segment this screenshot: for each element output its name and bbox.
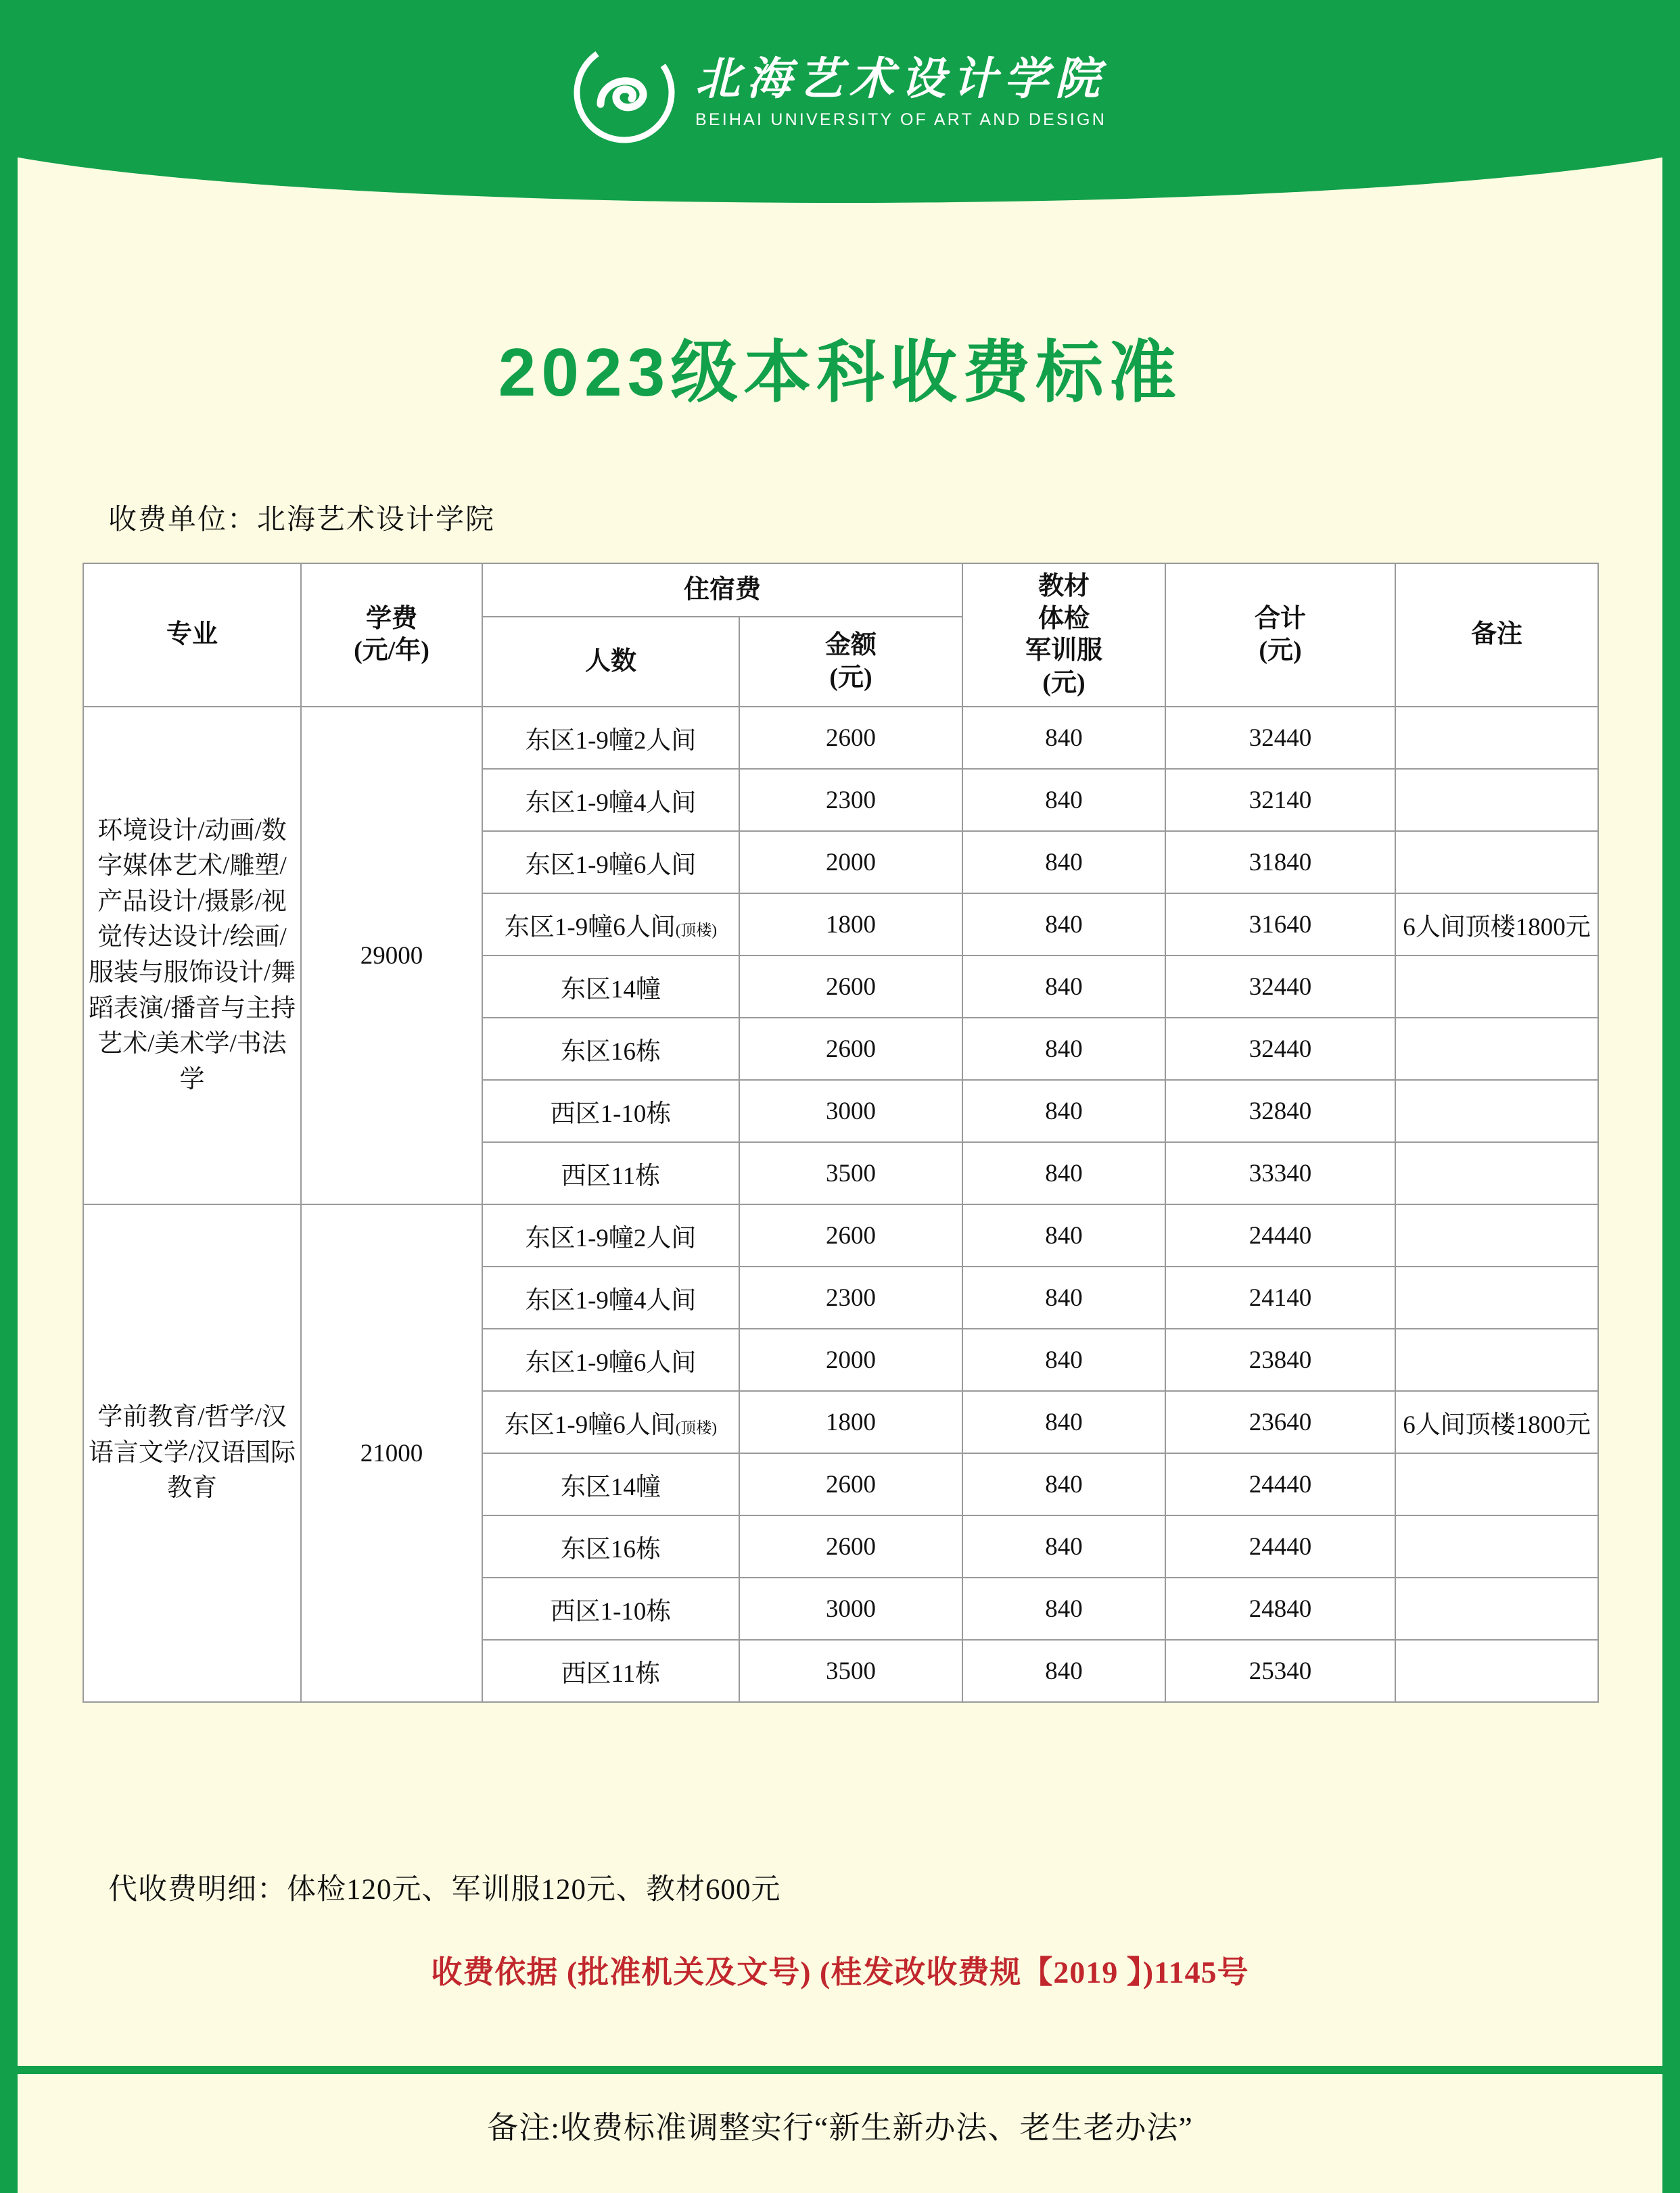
cell-dorm-type — [482, 707, 739, 769]
cell-total: 32440 — [1165, 956, 1395, 1018]
cell-remark — [1395, 1640, 1598, 1702]
cell-dorm-type — [482, 1578, 739, 1640]
fees-table-card — [83, 563, 1597, 1703]
cell-total: 32140 — [1165, 769, 1395, 831]
cell-dorm-amount: 2300 — [739, 769, 962, 831]
cell-total: 32840 — [1165, 1080, 1395, 1142]
cell-total: 24440 — [1165, 1204, 1395, 1267]
th-extra-line3: 军训服 — [1025, 636, 1103, 665]
cell-dorm-amount: 3500 — [739, 1142, 962, 1204]
brand-name-en: BEIHAI UNIVERSITY OF ART AND DESIGN — [695, 110, 1106, 129]
cell-remark — [1395, 769, 1598, 831]
cell-dorm-type — [482, 1080, 739, 1142]
cell-dorm-amount: 2600 — [739, 1453, 962, 1515]
page-title: 2023级本科收费标准 — [498, 335, 1182, 410]
cell-remark — [1395, 1515, 1598, 1578]
cell-dorm-amount: 2000 — [739, 1329, 962, 1391]
footer-note: 备注:收费标准调整实行“新生新办法、老生老办法” — [487, 2111, 1193, 2145]
cell-total: 31840 — [1165, 831, 1395, 893]
cell-dorm-amount: 3500 — [739, 1640, 962, 1702]
th-tuition-line2: (元/年) — [354, 636, 429, 665]
th-amount-line1: 金额 — [825, 631, 877, 659]
th-amount — [739, 617, 962, 707]
cell-extra-fees: 840 — [962, 1391, 1165, 1453]
cell-remark — [1395, 707, 1598, 769]
dorm-type-main: 西区11栋 — [561, 1162, 661, 1190]
th-total — [1165, 563, 1395, 707]
cell-dorm-type — [482, 956, 739, 1018]
cell-extra-fees: 840 — [962, 769, 1165, 831]
dorm-type-main: 西区11栋 — [561, 1660, 661, 1688]
cell-extra-fees: 840 — [962, 1453, 1165, 1515]
cell-extra-fees: 840 — [962, 1080, 1165, 1142]
th-total-line1: 合计 — [1255, 604, 1307, 633]
cell-dorm-amount: 2600 — [739, 1515, 962, 1578]
dorm-type-main: 东区1-9幢6人间 — [525, 1349, 697, 1377]
cell-total: 23640 — [1165, 1391, 1395, 1453]
cell-dorm-type — [482, 1391, 739, 1453]
cell-remark — [1395, 1142, 1598, 1204]
cell-dorm-type — [482, 1515, 739, 1578]
dorm-type-main: 东区14幢 — [561, 976, 661, 1004]
dorm-type-main: 东区1-9幢2人间 — [525, 1225, 697, 1252]
dorm-type-main: 东区1-9幢6人间 — [504, 1411, 676, 1439]
brand-name-cn: 北海艺术设计学院 — [695, 55, 1106, 105]
th-extra-fees — [962, 563, 1165, 707]
cell-total: 24140 — [1165, 1267, 1395, 1329]
th-tuition — [301, 563, 482, 707]
cell-extra-fees: 840 — [962, 956, 1165, 1018]
cell-dorm-amount: 2600 — [739, 956, 962, 1018]
dorm-type-main: 东区1-9幢4人间 — [525, 789, 697, 817]
agency-fee-detail: 代收费明细：体检120元、军训服120元、教材600元 — [108, 1874, 781, 1906]
th-people: 人数 — [482, 617, 739, 707]
cell-dorm-amount: 1800 — [739, 1391, 962, 1453]
cell-dorm-type — [482, 1018, 739, 1080]
th-extra-line4: (元) — [1042, 668, 1086, 697]
fees-table-body — [83, 707, 1598, 1702]
th-dorm-group: 住宿费 — [482, 563, 962, 617]
page-header — [0, 0, 1680, 203]
cell-tuition: 29000 — [301, 707, 482, 1204]
cell-major: 环境设计/动画/数字媒体艺术/雕塑/产品设计/摄影/视觉传达设计/绘画/服装与服饰设计/舞蹈表演/播音与主持艺术/美术学/书法学 — [83, 707, 301, 1204]
cell-extra-fees: 840 — [962, 707, 1165, 769]
charging-basis: 收费依据 (批准机关及文号) (桂发改收费规【2019 】)1145号 — [431, 1955, 1249, 1989]
cell-dorm-amount: 2300 — [739, 1267, 962, 1329]
cell-total: 23840 — [1165, 1329, 1395, 1391]
th-extra-line1: 教材 — [1038, 572, 1090, 600]
cell-dorm-type — [482, 831, 739, 893]
cell-remark — [1395, 1578, 1598, 1640]
cell-total: 33340 — [1165, 1142, 1395, 1204]
cell-dorm-amount: 3000 — [739, 1578, 962, 1640]
cell-extra-fees: 840 — [962, 1142, 1165, 1204]
cell-dorm-type — [482, 769, 739, 831]
cell-extra-fees: 840 — [962, 1515, 1165, 1578]
table-row — [83, 707, 1598, 769]
cell-remark: 6人间顶楼1800元 — [1395, 1391, 1598, 1453]
cell-dorm-amount: 2000 — [739, 831, 962, 893]
cell-dorm-amount: 2600 — [739, 707, 962, 769]
dorm-type-main: 东区14幢 — [561, 1473, 661, 1501]
dorm-type-main: 东区1-9幢6人间 — [504, 914, 676, 941]
fees-table-head — [83, 563, 1598, 707]
cell-total: 24440 — [1165, 1453, 1395, 1515]
dorm-type-main: 东区16栋 — [561, 1038, 661, 1066]
cell-remark — [1395, 1267, 1598, 1329]
dorm-type-main: 西区1-10栋 — [550, 1598, 672, 1626]
cell-dorm-amount: 2600 — [739, 1204, 962, 1267]
cell-dorm-type — [482, 1329, 739, 1391]
cell-remark — [1395, 831, 1598, 893]
cell-extra-fees: 840 — [962, 1329, 1165, 1391]
cell-remark — [1395, 1018, 1598, 1080]
th-total-line2: (元) — [1259, 636, 1302, 665]
cell-extra-fees: 840 — [962, 1267, 1165, 1329]
cell-remark: 6人间顶楼1800元 — [1395, 893, 1598, 956]
cell-tuition: 21000 — [301, 1204, 482, 1702]
cell-remark — [1395, 1080, 1598, 1142]
cell-dorm-type — [482, 1640, 739, 1702]
cell-total: 25340 — [1165, 1640, 1395, 1702]
header-row-1 — [83, 563, 1598, 617]
cell-dorm-type — [482, 1453, 739, 1515]
dorm-type-main: 东区1-9幢4人间 — [525, 1287, 697, 1315]
charging-unit-label: 收费单位：北海艺术设计学院 — [108, 504, 496, 536]
dorm-type-note: (顶楼) — [675, 1419, 718, 1436]
th-tuition-line1: 学费 — [365, 604, 417, 633]
brand-lockup — [0, 42, 1680, 143]
table-row — [83, 1204, 1598, 1267]
cell-remark — [1395, 956, 1598, 1018]
dorm-type-main: 西区1-10栋 — [550, 1100, 672, 1128]
dorm-type-main: 东区1-9幢2人间 — [525, 727, 697, 755]
cell-remark — [1395, 1204, 1598, 1267]
dorm-type-note: (顶楼) — [675, 922, 718, 939]
fees-table — [83, 563, 1599, 1703]
cell-total: 24840 — [1165, 1578, 1395, 1640]
brand-text — [695, 55, 1106, 130]
cell-total: 32440 — [1165, 1018, 1395, 1080]
cell-dorm-amount: 2600 — [739, 1018, 962, 1080]
th-remark: 备注 — [1395, 563, 1598, 707]
cell-dorm-type — [482, 1142, 739, 1204]
wave-swirl-logo-icon — [574, 42, 675, 143]
cell-remark — [1395, 1329, 1598, 1391]
cell-extra-fees: 840 — [962, 1578, 1165, 1640]
th-extra-line2: 体检 — [1038, 604, 1090, 633]
cell-extra-fees: 840 — [962, 1640, 1165, 1702]
th-major: 专业 — [83, 563, 301, 707]
cell-total: 31640 — [1165, 893, 1395, 956]
cell-total: 24440 — [1165, 1515, 1395, 1578]
cell-extra-fees: 840 — [962, 831, 1165, 893]
cell-major: 学前教育/哲学/汉语言文学/汉语国际教育 — [83, 1204, 301, 1702]
cell-dorm-type — [482, 893, 739, 956]
cell-extra-fees: 840 — [962, 893, 1165, 956]
cell-remark — [1395, 1453, 1598, 1515]
footer-divider — [18, 2066, 1662, 2074]
cell-dorm-amount: 1800 — [739, 893, 962, 956]
cell-total: 32440 — [1165, 707, 1395, 769]
dorm-type-main: 东区16栋 — [561, 1536, 661, 1563]
th-amount-line2: (元) — [829, 663, 872, 692]
cell-dorm-type — [482, 1204, 739, 1267]
cell-dorm-amount: 3000 — [739, 1080, 962, 1142]
cell-extra-fees: 840 — [962, 1204, 1165, 1267]
dorm-type-main: 东区1-9幢6人间 — [525, 851, 697, 879]
cell-dorm-type — [482, 1267, 739, 1329]
cell-extra-fees: 840 — [962, 1018, 1165, 1080]
